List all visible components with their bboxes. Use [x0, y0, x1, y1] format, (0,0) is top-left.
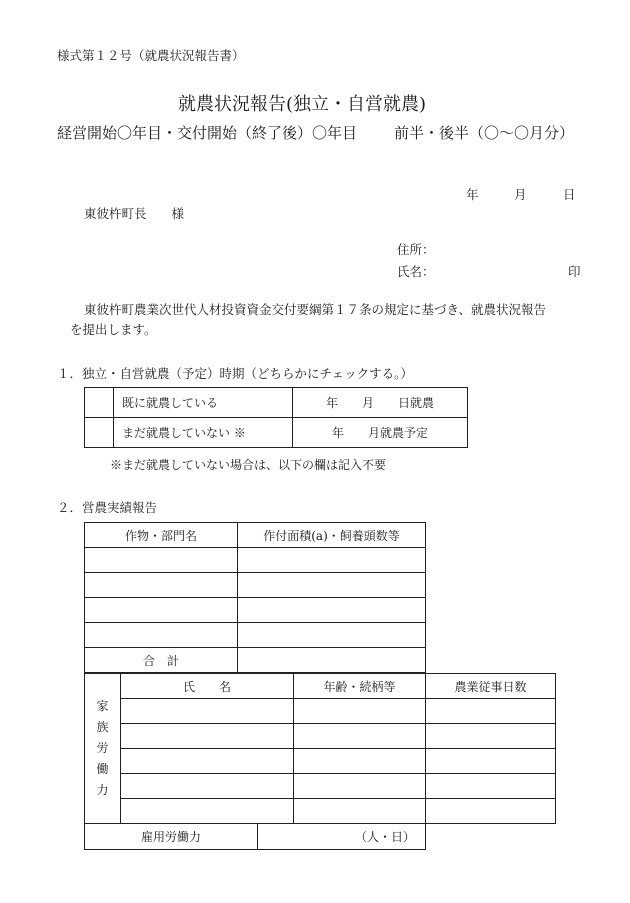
crop-name-cell[interactable]	[85, 548, 238, 573]
crop-name-cell[interactable]	[85, 598, 238, 623]
not-yet-farming-date[interactable]: 年 月就農予定	[293, 418, 468, 448]
addressee: 東彼杵町長 様	[84, 206, 185, 221]
section1-note: ※まだ就農していない場合は、以下の欄は記入不要	[110, 458, 387, 472]
not-yet-farming-label: まだ就農していない ※	[114, 418, 293, 448]
family-header-name: 氏 名	[121, 674, 294, 699]
address-label: 住所：	[397, 242, 435, 257]
crop-header-area: 作付面積(a)・飼養頭数等	[238, 523, 426, 548]
date-year: 年	[466, 187, 479, 202]
subtitle-period: 経営開始〇年目・交付開始（終了後）〇年目	[57, 124, 358, 142]
crop-name-cell[interactable]	[85, 573, 238, 598]
date-day: 日	[563, 187, 576, 202]
side-char: 力	[96, 783, 109, 797]
family-days-cell[interactable]	[426, 699, 556, 724]
family-age-cell[interactable]	[294, 724, 426, 749]
employment-labor-table	[84, 823, 426, 850]
crop-area-cell[interactable]	[238, 548, 426, 573]
family-labor-table	[84, 673, 556, 824]
crop-total-cell[interactable]	[238, 648, 426, 673]
family-days-cell[interactable]	[426, 774, 556, 799]
date-month: 月	[514, 187, 527, 202]
already-farming-date[interactable]: 年 月 日就農	[293, 388, 468, 418]
checkbox-not-yet-farming[interactable]	[85, 418, 114, 448]
name-label: 氏名：	[397, 264, 435, 279]
crop-total-label: 合 計	[85, 648, 238, 673]
employment-label: 雇用労働力	[85, 824, 258, 850]
checkbox-already-farming[interactable]	[85, 388, 114, 418]
already-farming-label: 既に就農している	[114, 388, 293, 418]
side-char: 労	[96, 741, 109, 755]
subtitle-half: 前半・後半（〇～〇月分）	[394, 124, 575, 142]
crop-area-cell[interactable]	[238, 598, 426, 623]
family-age-cell[interactable]	[294, 799, 426, 824]
body-text-line2: を提出します。	[70, 322, 157, 337]
crop-area-cell[interactable]	[238, 623, 426, 648]
crop-table	[84, 522, 426, 673]
family-name-cell[interactable]	[121, 799, 294, 824]
family-name-cell[interactable]	[121, 774, 294, 799]
family-age-cell[interactable]	[294, 699, 426, 724]
family-days-cell[interactable]	[426, 724, 556, 749]
family-age-cell[interactable]	[294, 749, 426, 774]
form-number: 様式第１２号（就農状況報告書）	[57, 48, 245, 63]
family-name-cell[interactable]	[121, 724, 294, 749]
crop-area-cell[interactable]	[238, 573, 426, 598]
family-labor-side-label	[85, 674, 121, 824]
family-header-age: 年齢・続柄等	[294, 674, 426, 699]
page-title: 就農状況報告(独立・自営就農)	[178, 94, 427, 115]
family-name-cell[interactable]	[121, 749, 294, 774]
side-char: 族	[96, 720, 109, 734]
side-char: 家	[96, 699, 109, 713]
family-age-cell[interactable]	[294, 774, 426, 799]
seal-label: 印	[568, 264, 581, 279]
family-name-cell[interactable]	[121, 699, 294, 724]
crop-name-cell[interactable]	[85, 623, 238, 648]
employment-unit: （人・日）	[354, 830, 415, 844]
body-text-line1: 東彼杵町農業次世代人材投資資金交付要綱第１７条の規定に基づき、就農状況報告	[84, 302, 547, 317]
family-days-cell[interactable]	[426, 749, 556, 774]
section1-heading: １．独立・自営就農（予定）時期（どちらかにチェックする。）	[57, 366, 413, 381]
side-char: 働	[96, 762, 109, 776]
family-days-cell[interactable]	[426, 799, 556, 824]
section2-heading: ２．営農実績報告	[57, 500, 158, 515]
employment-value-cell[interactable]	[258, 824, 426, 850]
family-header-days: 農業従事日数	[426, 674, 556, 699]
employment-status-table	[84, 387, 468, 448]
crop-header-name: 作物・部門名	[85, 523, 238, 548]
